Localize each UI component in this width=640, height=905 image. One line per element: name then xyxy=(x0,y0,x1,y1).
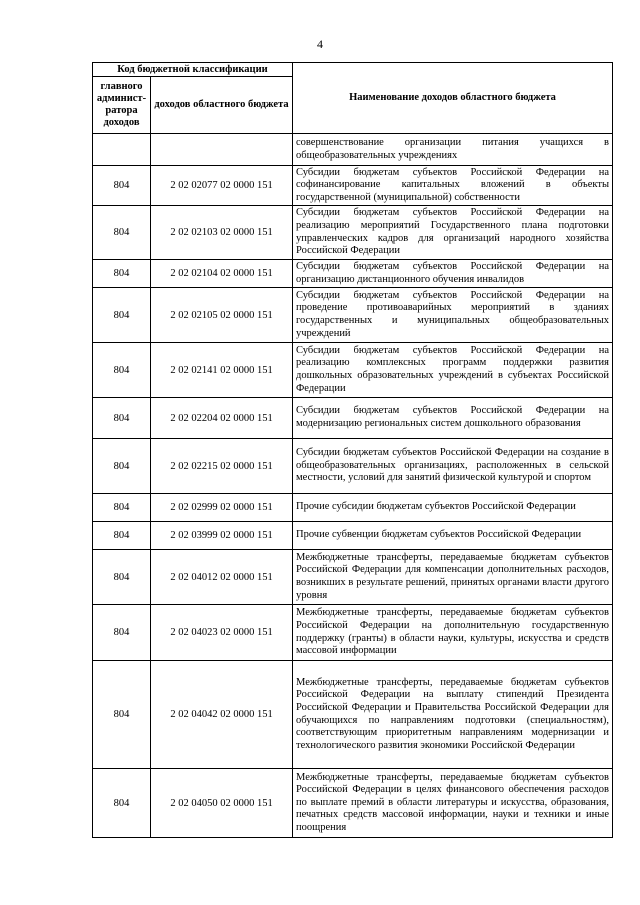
table-row xyxy=(93,522,613,550)
table-row xyxy=(93,769,613,838)
income-code-cell: 2 02 02215 02 0000 151 xyxy=(151,439,293,494)
admin-code-cell: 804 xyxy=(93,166,151,206)
budget-code-group-header: Код бюджетной классификации xyxy=(93,63,293,77)
income-name-cell: Субсидии бюджетам субъектов Российской Федерации на реализацию мероприятий Государственного плана подготовки управленческих кадров для организаций народного хозяйства Российской Федерации xyxy=(293,206,613,260)
table-row xyxy=(93,260,613,288)
income-name-cell: Межбюджетные трансферты, передаваемые бюджетам субъектов Российской Федерации на дополнительную государственную поддержку (гранты) в области науки, культуры, искусства и средств массовой информации xyxy=(293,605,613,661)
income-name-cell: Прочие субвенции бюджетам субъектов Российской Федерации xyxy=(293,522,613,550)
income-name-cell: Прочие субсидии бюджетам субъектов Российской Федерации xyxy=(293,494,613,522)
budget-classification-table xyxy=(92,62,613,838)
income-code-cell: 2 02 04012 02 0000 151 xyxy=(151,550,293,605)
table-row xyxy=(93,439,613,494)
income-name-cell: Субсидии бюджетам субъектов Российской Федерации на модернизацию региональных систем дошкольного образования xyxy=(293,398,613,439)
admin-code-cell: 804 xyxy=(93,550,151,605)
page-number: 4 xyxy=(317,37,323,51)
income-code-cell: 2 02 02077 02 0000 151 xyxy=(151,166,293,206)
income-name-cell: Субсидии бюджетам субъектов Российской Федерации на софинансирование капитальных вложений в объекты государственной (муниципальной) собственности xyxy=(293,166,613,206)
table-row xyxy=(93,166,613,206)
income-code-cell: 2 02 02104 02 0000 151 xyxy=(151,260,293,288)
admin-code-cell xyxy=(93,134,151,166)
income-code-cell: 2 02 02105 02 0000 151 xyxy=(151,288,293,343)
income-code-cell: 2 02 02103 02 0000 151 xyxy=(151,206,293,260)
income-code-cell: 2 02 02141 02 0000 151 xyxy=(151,343,293,398)
income-name-cell: Межбюджетные трансферты, передаваемые бюджетам субъектов Российской Федерации для компенсации дополнительных расходов, возникших в результате решений, принятых органами власти другого уровня xyxy=(293,550,613,605)
table-row xyxy=(93,661,613,769)
income-code-cell: 2 02 04050 02 0000 151 xyxy=(151,769,293,838)
table-row xyxy=(93,550,613,605)
admin-code-cell: 804 xyxy=(93,260,151,288)
table-row xyxy=(93,206,613,260)
admin-code-cell: 804 xyxy=(93,439,151,494)
table-row xyxy=(93,134,613,166)
income-code-cell: 2 02 04042 02 0000 151 xyxy=(151,661,293,769)
table-row xyxy=(93,605,613,661)
admin-code-cell: 804 xyxy=(93,343,151,398)
admin-code-cell: 804 xyxy=(93,206,151,260)
admin-code-cell: 804 xyxy=(93,605,151,661)
income-code-cell: 2 02 02204 02 0000 151 xyxy=(151,398,293,439)
income-code-column-header: доходов областного бюджета xyxy=(151,77,293,134)
table-row xyxy=(93,288,613,343)
income-name-cell: Субсидии бюджетам субъектов Российской Федерации на проведение противоаварийных мероприятий в зданиях государственных и муниципальных общеобразовательных учреждений xyxy=(293,288,613,343)
income-name-cell: Субсидии бюджетам субъектов Российской Федерации на организацию дистанционного обучения инвалидов xyxy=(293,260,613,288)
income-code-cell: 2 02 03999 02 0000 151 xyxy=(151,522,293,550)
income-name-cell: совершенствование организации питания учащихся в общеобразовательных учреждениях xyxy=(293,134,613,166)
income-code-cell: 2 02 02999 02 0000 151 xyxy=(151,494,293,522)
income-name-cell: Субсидии бюджетам субъектов Российской Федерации на реализацию комплексных программ поддержки развития дошкольных образовательных учреждений в субъектах Российской Федерации xyxy=(293,343,613,398)
income-name-cell: Межбюджетные трансферты, передаваемые бюджетам субъектов Российской Федерации на выплату стипендий Президента Российской Федерации и Правительства Российской Федерации для обучающихся по направлениям подготовки (специальностям), соответствующим приоритетным направлениям модернизации и технологического развития экономики Российской Федерации xyxy=(293,661,613,769)
income-code-cell: 2 02 04023 02 0000 151 xyxy=(151,605,293,661)
income-name-cell: Субсидии бюджетам субъектов Российской Федерации на создание в общеобразовательных организациях, расположенных в сельской местности, условий для занятий физической культурой и спортом xyxy=(293,439,613,494)
income-code-cell xyxy=(151,134,293,166)
table-row xyxy=(93,343,613,398)
admin-column-header: главного админист-ратора доходов xyxy=(93,77,151,134)
income-name-header: Наименование доходов областного бюджета xyxy=(293,63,613,134)
admin-code-cell: 804 xyxy=(93,522,151,550)
admin-code-cell: 804 xyxy=(93,288,151,343)
income-name-cell: Межбюджетные трансферты, передаваемые бюджетам субъектов Российской Федерации в целях финансового обеспечения расходов по выплате премий в области литературы и искусства, образования, печатных средств массовой информации, науки и техники и иные поощрения xyxy=(293,769,613,838)
admin-code-cell: 804 xyxy=(93,769,151,838)
admin-code-cell: 804 xyxy=(93,398,151,439)
table-row xyxy=(93,494,613,522)
admin-code-cell: 804 xyxy=(93,494,151,522)
admin-code-cell: 804 xyxy=(93,661,151,769)
table-row xyxy=(93,398,613,439)
